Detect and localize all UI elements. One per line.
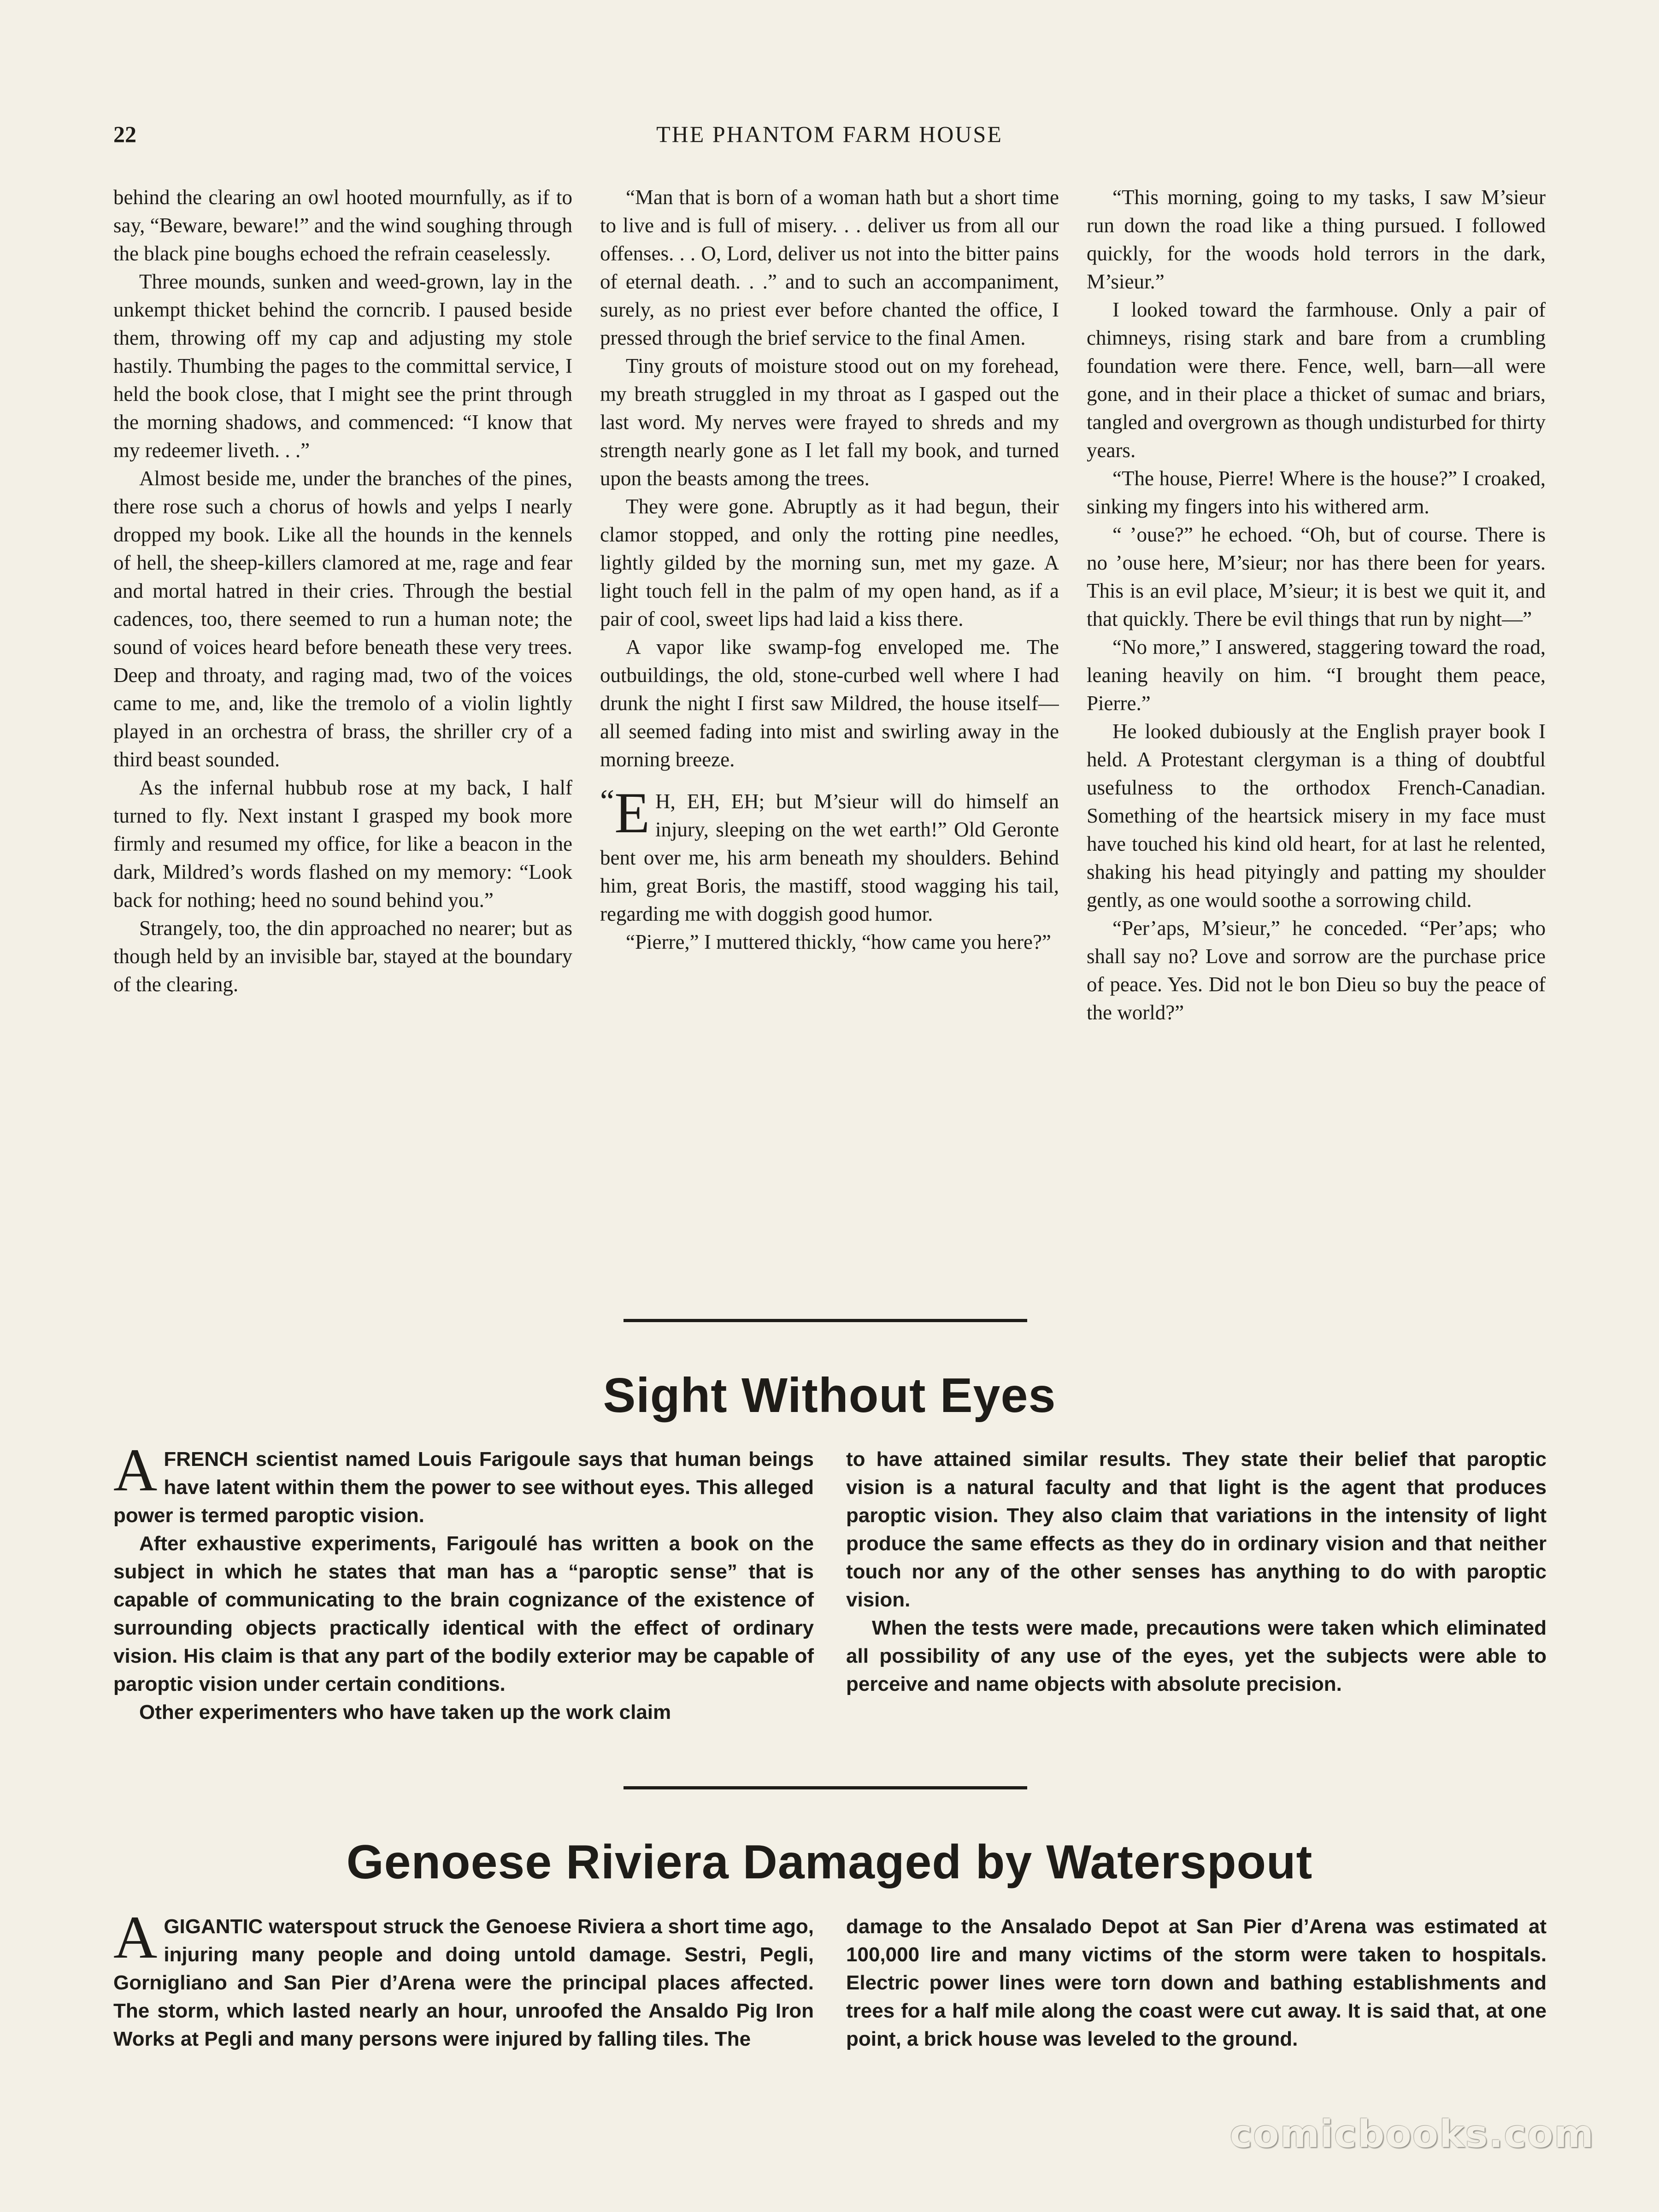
paragraph: “Pierre,” I muttered thickly, “how came you here?” — [626, 930, 1051, 953]
paragraph: I looked toward the farmhouse. Only a pair of chimneys, rising stark and bare from a crumbling foundation were there. Fence, well, barn—all were gone, and in their place a thicket of sumac and briars, tangled and overgrown as though undisturbed for thirty years. — [1087, 298, 1546, 462]
paragraph: When the tests were made, precautions were taken which eliminated all possibility of any use of the eyes, yet the subjects were able to perceive and name objects with absolute precision. — [846, 1617, 1547, 1695]
divider-rule — [624, 1319, 1027, 1322]
article-column-right — [846, 1445, 1547, 1698]
drop-cap: A — [113, 1445, 158, 1504]
paragraph: A vapor like swamp-fog enveloped me. The outbuildings, the old, stone-curbed well where I had drunk the night I first saw Mildred, the house itself—all seemed fading into mist and swirling away in the morning breeze. — [600, 635, 1059, 771]
article-column-right — [846, 1912, 1547, 2053]
paragraph: Strangely, too, the din approached no nearer; but as though held by an invisible bar, stayed at the boundary of the clearing. — [113, 917, 572, 996]
article-opening-paragraph — [113, 1445, 814, 1530]
paragraph: “ ’ouse?” he echoed. “Oh, but of course. There is no ’ouse here, M’sieur; nor has there been for years. This is an evil place, M’sieur; it is best we quit it, and that quickly. There be evil things that run by night—” — [1087, 523, 1546, 630]
paragraph: They were gone. Abruptly as it had begun, their clamor stopped, and only the rotting pine needles, lightly gilded by the morning sun, met my gaze. A light touch fell in the palm of my open hand, as if a pair of cool, sweet lips had laid a kiss there. — [600, 495, 1059, 630]
paragraph: Almost beside me, under the branches of the pines, there rose such a chorus of howls and yelps I nearly dropped my book. Like all the hounds in the kennels of hell, the sheep-killers clamored at me, rage and fear and mortal hatred in their cries. Through the bestial cadences, too, there seemed to run a human note; the sound of voices heard before beneath these very trees. Deep and throaty, and raging mad, two of the voices came to me, and, like the tremolo of a violin lightly played in an orchestra of brass, the shriller cry of a third beast sounded. — [113, 467, 572, 771]
article-genoese-riviera — [113, 1912, 1547, 2106]
paragraph: to have attained similar results. They state their belief that paroptic vision is a natural faculty and that light is the agent that produces paroptic vision. They also claim that variations in the intensity of light produce the same effects as they do in ordinary vision and that neither touch nor any of the other senses has anything to do with paroptic vision. — [846, 1448, 1547, 1611]
page-number: 22 — [113, 121, 136, 147]
article-headline: Genoese Riviera Damaged by Waterspout — [346, 1835, 1313, 1889]
section-opening-paragraph — [600, 781, 1059, 928]
open-quote: “ — [600, 783, 615, 819]
paragraph-text: FRENCH scientist named Louis Farigoule says that human beings have latent within them the power to see without eyes. This alleged power is termed paroptic vision. — [113, 1448, 814, 1527]
paragraph: “The house, Pierre! Where is the house?” I croaked, sinking my fingers into his withered arm. — [1087, 467, 1546, 518]
divider-rule — [624, 1786, 1027, 1789]
paragraph: As the infernal hubbub rose at my back, I half turned to fly. Next instant I grasped my book more firmly and resumed my office, for like a beacon in the dark, Mildred’s words flashed on my memory: “Look back for nothing; heed no sound behind you.” — [113, 776, 572, 912]
article-column-left — [113, 1445, 814, 1726]
story-column-1 — [113, 183, 572, 1285]
article-opening-paragraph — [113, 1912, 814, 2053]
paragraph: “Per’aps, M’sieur,” he conceded. “Per’aps; who shall say no? Love and sorrow are the purchase price of peace. Yes. Did not le bon Dieu so buy the peace of the world?” — [1087, 917, 1546, 1024]
article-column-left — [113, 1912, 814, 2053]
paragraph: damage to the Ansalado Depot at San Pier d’Arena was estimated at 100,000 lire and many victims of the storm were taken to hospitals. Electric power lines were torn down and bathing establishments and trees for a half mile along the coast were cut away. It is said that, at one point, a brick house was leveled to the ground. — [846, 1915, 1547, 2050]
drop-cap: A — [113, 1912, 158, 1971]
running-title: THE PHANTOM FARM HOUSE — [656, 121, 1003, 147]
paragraph: Three mounds, sunken and weed-grown, lay in the unkempt thicket behind the corncrib. I paused beside them, throwing off my cap and adjusting my stole hastily. Thumbing the pages to the committal service, I held the book close, that I might see the print through the morning shadows, and commenced: “I know that my redeemer liveth. . .” — [113, 270, 572, 462]
watermark: comicbooks.com — [1230, 2112, 1594, 2156]
running-head — [113, 121, 1546, 158]
paragraph: “Man that is born of a woman hath but a short time to live and is full of misery. . . deliver us from all our offenses. . . O, Lord, deliver us not into the bitter pains of eternal death. . .” and to such an accompaniment, surely, as no priest ever before chanted the office, I pressed through the brief service to the final Amen. — [600, 186, 1059, 349]
paragraph: He looked dubiously at the English prayer book I held. A Protestant clergyman is a thing of doubtful usefulness to the orthodox French-Canadian. Something of the heartsick misery in my face must have touched his kind old heart, for at last he relented, shaking his head pityingly and patting my shoulder gently, as one would soothe a sorrowing child. — [1087, 720, 1546, 912]
story-column-2 — [600, 183, 1059, 1285]
paragraph-text: GIGANTIC waterspout struck the Genoese Riviera a short time ago, injuring many people and doing untold damage. Sestri, Pegli, Gornigliano and San Pier d’Arena were the principal places affected. The storm, which lasted nearly an hour, unroofed the Ansaldo Pig Iron Works at Pegli and many persons were injured by falling tiles. The — [113, 1915, 814, 2050]
paragraph: Tiny grouts of moisture stood out on my forehead, my breath struggled in my throat as I gasped out the last word. My nerves were frayed to shreds and my strength nearly gone as I let fall my book, and turned upon the beasts among the trees. — [600, 354, 1059, 490]
paragraph: “This morning, going to my tasks, I saw M’sieur run down the road like a thing pursued. I followed quickly, for the woods hold terrors in the dark, M’sieur.” — [1087, 186, 1546, 293]
article-sight-without-eyes — [113, 1445, 1547, 1759]
paragraph: Other experimenters who have taken up the work claim — [139, 1701, 671, 1724]
paragraph: After exhaustive experiments, Farigoulé has written a book on the subject in which he states that man has a “paroptic sense” that is capable of communicating to the brain cognizance of the existence of surrounding objects practically identical with the effect of ordinary vision. His claim is that any part of the bodily exterior may be capable of paroptic vision under certain conditions. — [113, 1532, 814, 1695]
story-column-3 — [1087, 183, 1546, 1285]
paragraph: behind the clearing an owl hooted mournfully, as if to say, “Beware, beware!” and the wind soughing through the black pine boughs echoed the refrain ceaselessly. — [113, 186, 572, 265]
drop-cap: E — [614, 781, 650, 845]
article-headline: Sight Without Eyes — [603, 1368, 1056, 1423]
section-text: H, EH, EH; but M’sieur will do himself an injury, sleeping on the wet earth!” Old Geronte bent over me, his arm beneath my shoulders. Behind him, great Boris, the mastiff, stood wagging his tail, regarding me with doggish good humor. — [600, 790, 1059, 925]
paragraph: “No more,” I answered, staggering toward the road, leaning heavily on him. “I brought them peace, Pierre.” — [1087, 635, 1546, 715]
